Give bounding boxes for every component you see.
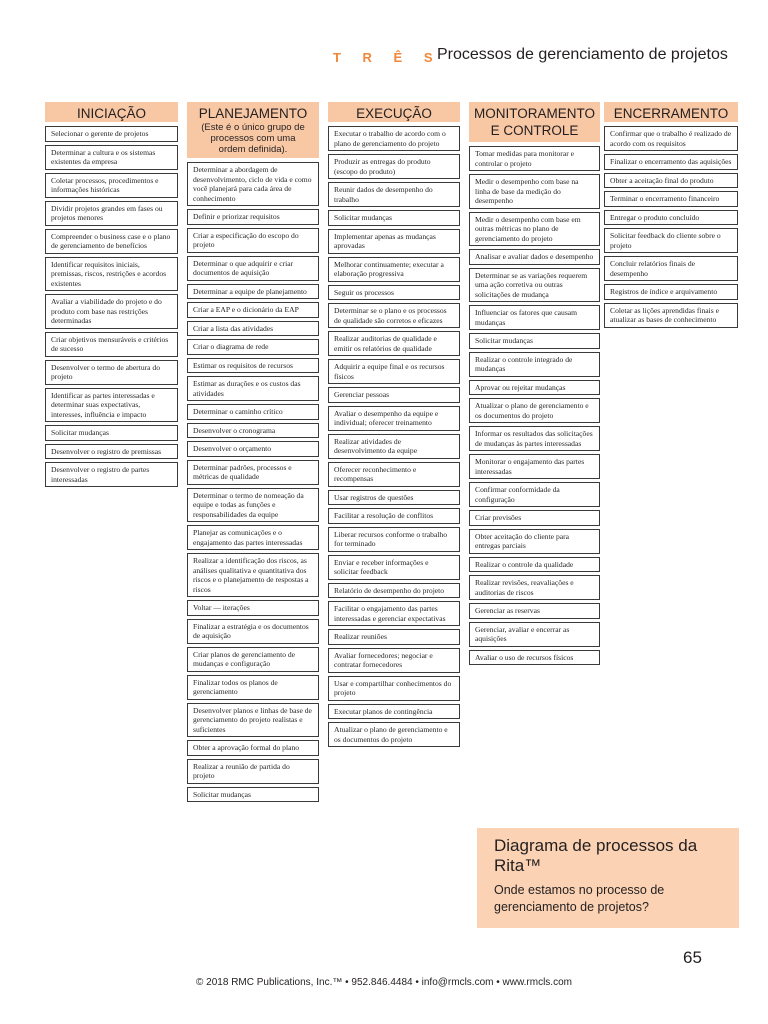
column-iniciacao xyxy=(45,102,178,490)
process-item: Determinar o caminho crítico xyxy=(187,404,319,420)
process-item: Gerenciar pessoas xyxy=(328,387,460,403)
process-item: Identificar as partes interessadas e determinar suas expectativas, interesses, influência e impacto xyxy=(45,388,178,423)
process-item: Planejar as comunicações e o engajamento das partes interessadas xyxy=(187,525,319,550)
process-item: Realizar o controle da qualidade xyxy=(469,557,600,573)
process-item: Facilitar a resolução de conflitos xyxy=(328,508,460,524)
diagram-subtitle: Onde estamos no processo de gerenciamento de projetos? xyxy=(494,883,665,914)
column-title: ENCERRAMENTO xyxy=(613,106,729,121)
process-item: Desenvolver o registro de premissas xyxy=(45,444,178,460)
column-planejamento xyxy=(187,102,319,805)
process-item: Desenvolver o orçamento xyxy=(187,441,319,457)
process-item: Criar previsões xyxy=(469,510,600,526)
column-execucao xyxy=(328,102,460,750)
column-header xyxy=(328,102,460,122)
process-item: Criar a especificação do escopo do projeto xyxy=(187,228,319,253)
process-item: Analisar e avaliar dados e desempenho xyxy=(469,249,600,265)
column-title: INICIAÇÃO xyxy=(76,106,146,121)
process-item: Executar o trabalho de acordo com o plano de gerenciamento do projeto xyxy=(328,126,460,151)
process-item: Solicitar mudanças xyxy=(187,787,319,803)
process-item: Selecionar o gerente de projetos xyxy=(45,126,178,142)
column-encerramento xyxy=(604,102,738,331)
process-item: Executar planos de contingência xyxy=(328,704,460,720)
process-item: Registros de índice e arquivamento xyxy=(604,284,738,300)
page-footer: © 2018 RMC Publications, Inc.™ • 952.846.4484 • info@rmcls.com • www.rmcls.com xyxy=(196,977,572,988)
column-header xyxy=(469,102,600,142)
column-title: PLANEJAMENTO xyxy=(198,106,308,121)
diagram-info-box xyxy=(477,828,739,928)
process-item: Facilitar o engajamento das partes interessadas e gerenciar expectativas xyxy=(328,601,460,626)
process-item: Criar a EAP e o dicionário da EAP xyxy=(187,302,319,318)
process-item: Determinar o que adquirir e criar documentos de aquisição xyxy=(187,256,319,281)
process-item: Determinar se as variações requerem uma ação corretiva ou outras solicitações de mudança xyxy=(469,268,600,303)
process-item: Enviar e receber informações e solicitar feedback xyxy=(328,555,460,580)
process-item: Gerenciar, avaliar e encerrar as aquisições xyxy=(469,622,600,647)
process-list xyxy=(328,126,460,747)
column-title: EXECUÇÃO xyxy=(356,106,432,121)
process-item: Usar registros de questões xyxy=(328,490,460,506)
process-item: Determinar a cultura e os sistemas existentes da empresa xyxy=(45,145,178,170)
process-item: Determinar a equipe de planejamento xyxy=(187,284,319,300)
process-item: Realizar atividades de desenvolvimento da equipe xyxy=(328,434,460,459)
process-item: Reunir dados de desempenho do trabalho xyxy=(328,182,460,207)
column-title: MONITORAMENTO E CONTROLE xyxy=(473,106,595,138)
process-item: Desenvolver planos e linhas de base de gerenciamento do projeto realistas e suficientes xyxy=(187,703,319,738)
process-item: Solicitar mudanças xyxy=(469,333,600,349)
process-item: Determinar padrões, processos e métricas de qualidade xyxy=(187,460,319,485)
process-item: Determinar a abordagem de desenvolvimento, ciclo de vida e como você planejará para cada área de conhecimento xyxy=(187,162,319,206)
process-item: Coletar as lições aprendidas finais e atualizar as bases de conhecimento xyxy=(604,303,738,328)
process-item: Obter a aceitação final do produto xyxy=(604,173,738,189)
process-item: Avaliar fornecedores; negociar e contratar fornecedores xyxy=(328,648,460,673)
process-item: Confirmar que o trabalho é realizado de acordo com os requisitos xyxy=(604,126,738,151)
process-item: Confirmar conformidade da configuração xyxy=(469,482,600,507)
process-item: Finalizar todos os planos de gerenciamento xyxy=(187,675,319,700)
process-item: Solicitar mudanças xyxy=(328,210,460,226)
process-item: Tomar medidas para monitorar e controlar o projeto xyxy=(469,146,600,171)
process-item: Atualizar o plano de gerenciamento e os documentos do projeto xyxy=(328,722,460,747)
process-item: Criar objetivos mensuráveis e critérios de sucesso xyxy=(45,332,178,357)
page-number: 65 xyxy=(683,948,702,967)
chapter-title: Processos de gerenciamento de projetos xyxy=(437,46,728,63)
process-item: Seguir os processos xyxy=(328,285,460,301)
process-item: Coletar processos, procedimentos e informações históricas xyxy=(45,173,178,198)
process-item: Adquirir a equipe final e os recursos físicos xyxy=(328,359,460,384)
process-item: Voltar — iterações xyxy=(187,600,319,616)
process-item: Desenvolver o cronograma xyxy=(187,423,319,439)
process-item: Desenvolver o termo de abertura do projeto xyxy=(45,360,178,385)
process-item: Finalizar o encerramento das aquisições xyxy=(604,154,738,170)
process-item: Relatório de desempenho do projeto xyxy=(328,583,460,599)
column-header xyxy=(187,102,319,158)
process-item: Desenvolver o registro de partes interessadas xyxy=(45,462,178,487)
process-item: Obter a aprovação formal do plano xyxy=(187,740,319,756)
process-item: Realizar auditorias de qualidade e emitir os relatórios de qualidade xyxy=(328,331,460,356)
process-item: Realizar reuniões xyxy=(328,629,460,645)
process-item: Concluir relatórios finais de desempenho xyxy=(604,256,738,281)
process-item: Criar a lista das atividades xyxy=(187,321,319,337)
process-item: Obter aceitação do cliente para entregas parciais xyxy=(469,529,600,554)
process-item: Terminar o encerramento financeiro xyxy=(604,191,738,207)
process-item: Realizar a reunião de partida do projeto xyxy=(187,759,319,784)
process-item: Determinar se o plano e os processos de qualidade são corretos e eficazes xyxy=(328,303,460,328)
process-item: Identificar requisitos iniciais, premissas, riscos, restrições e acordos existentes xyxy=(45,257,178,292)
process-item: Avaliar a viabilidade do projeto e do produto com base nas restrições determinadas xyxy=(45,294,178,329)
process-item: Avaliar o desempenho da equipe e individual; oferecer treinamento xyxy=(328,406,460,431)
process-item: Atualizar o plano de gerenciamento e os documentos do projeto xyxy=(469,398,600,423)
column-header xyxy=(604,102,738,122)
process-item: Entregar o produto concluído xyxy=(604,210,738,226)
process-item: Estimar os requisitos de recursos xyxy=(187,358,319,374)
process-item: Criar planos de gerenciamento de mudanças e configuração xyxy=(187,647,319,672)
column-subtitle: (Este é o único grupo de processos com uma ordem definida). xyxy=(201,122,305,155)
process-item: Compreender o business case e o plano de gerenciamento de benefícios xyxy=(45,229,178,254)
process-item: Criar o diagrama de rede xyxy=(187,339,319,355)
process-item: Realizar a identificação dos riscos, as análises qualitativa e quantitativa dos riscos e o planejamento de respostas a riscos xyxy=(187,553,319,597)
chapter-label: T R Ê S xyxy=(333,50,442,65)
process-item: Produzir as entregas do produto (escopo do produto) xyxy=(328,154,460,179)
process-item: Dividir projetos grandes em fases ou projetos menores xyxy=(45,201,178,226)
process-item: Aprovar ou rejeitar mudanças xyxy=(469,380,600,396)
process-list xyxy=(187,162,319,802)
process-item: Solicitar mudanças xyxy=(45,425,178,441)
process-item: Monitorar o engajamento das partes interessadas xyxy=(469,454,600,479)
process-item: Medir o desempenho com base em outras métricas no plano de gerenciamento do projeto xyxy=(469,212,600,247)
process-list xyxy=(469,146,600,665)
process-item: Informar os resultados das solicitações de mudanças às partes interessadas xyxy=(469,426,600,451)
process-item: Oferecer reconhecimento e recompensas xyxy=(328,462,460,487)
process-item: Implementar apenas as mudanças aprovadas xyxy=(328,229,460,254)
process-item: Avaliar o uso de recursos físicos xyxy=(469,650,600,666)
process-item: Influenciar os fatores que causam mudanças xyxy=(469,305,600,330)
process-item: Estimar as durações e os custos das atividades xyxy=(187,376,319,401)
process-item: Medir o desempenho com base na linha de base da medição do desempenho xyxy=(469,174,600,209)
process-item: Liberar recursos conforme o trabalho for terminado xyxy=(328,527,460,552)
process-item: Determinar o termo de nomeação da equipe e todas as funções e responsabilidades da equipe xyxy=(187,488,319,523)
process-item: Solicitar feedback do cliente sobre o projeto xyxy=(604,228,738,253)
column-monitoramento-controle xyxy=(469,102,600,668)
process-item: Gerenciar as reservas xyxy=(469,603,600,619)
process-item: Realizar revisões, reavaliações e auditorias de riscos xyxy=(469,575,600,600)
process-item: Finalizar a estratégia e os documentos de aquisição xyxy=(187,619,319,644)
diagram-title: Diagrama de processos da Rita™ xyxy=(494,836,698,875)
process-list xyxy=(604,126,738,328)
process-item: Definir e priorizar requisitos xyxy=(187,209,319,225)
process-item: Realizar o controle integrado de mudanças xyxy=(469,352,600,377)
process-item: Usar e compartilhar conhecimentos do projeto xyxy=(328,676,460,701)
process-item: Melhorar continuamente; executar a elaboração progressiva xyxy=(328,257,460,282)
column-header xyxy=(45,102,178,122)
process-list xyxy=(45,126,178,487)
